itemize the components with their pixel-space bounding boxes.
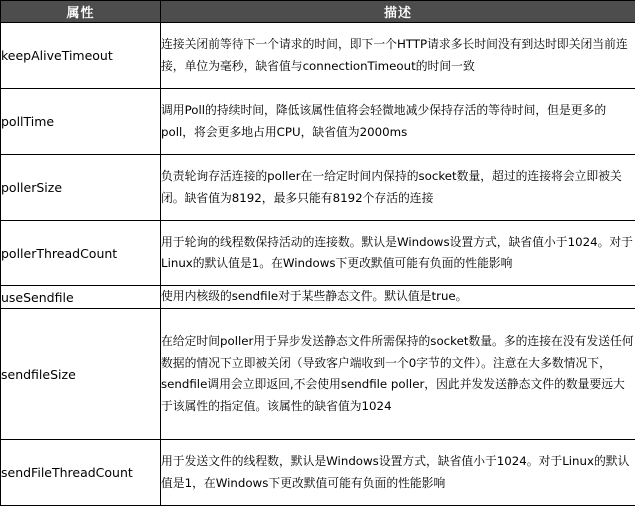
property-description: 使用内核级的sendfile对于某些静态文件。默认值是true。 xyxy=(161,286,635,309)
property-name: useSendfile xyxy=(1,286,161,309)
table-row xyxy=(1,221,635,286)
table-body xyxy=(1,23,635,506)
table-header xyxy=(1,1,635,23)
property-description: 在给定时间poller用于异步发送静态文件所需保持的socket数量。多的连接在没有发送任何数据的情况下立即被关闭（导致客户端收到一个0字节的文件）。注意在大多数情况下，sendfile调用会立即返回,不会使用sendfile poller，因此并发发送静态文件的数量要远大于该属性的指定值。该属性的缺省值为1024 xyxy=(161,309,635,440)
header-description: 描述 xyxy=(161,1,635,23)
property-description: 负责轮询存活连接的poller在一给定时间内保持的socket数量，超过的连接将会立即被关闭。缺省值为8192，最多只能有8192个存活的连接 xyxy=(161,155,635,221)
table-row xyxy=(1,155,635,221)
property-description: 用于轮询的线程数保持活动的连接数。默认是Windows设置方式，缺省值小于1024。对于Linux的默认值是1。在Windows下更改默值可能有负面的性能影响 xyxy=(161,221,635,286)
table-row xyxy=(1,286,635,309)
property-name: pollTime xyxy=(1,89,161,155)
property-description: 调用Poll的持续时间，降低该属性值将会轻微地减少保持存活的等待时间，但是更多的poll，将会更多地占用CPU，缺省值为2000ms xyxy=(161,89,635,155)
property-description: 连接关闭前等待下一个请求的时间，即下一个HTTP请求多长时间没有到达时即关闭当前连接，单位为毫秒，缺省值与connectionTimeout的时间一致 xyxy=(161,23,635,89)
header-property: 属性 xyxy=(1,1,161,23)
property-name: keepAliveTimeout xyxy=(1,23,161,89)
property-name: pollerSize xyxy=(1,155,161,221)
table-row xyxy=(1,23,635,89)
property-name: sendFileThreadCount xyxy=(1,440,161,506)
property-name: pollerThreadCount xyxy=(1,221,161,286)
property-description: 用于发送文件的线程数，默认是Windows设置方式，缺省值小于1024。对于Linux的默认值是1，在Windows下更改默值可能有负面的性能影响 xyxy=(161,440,635,506)
property-name: sendfileSize xyxy=(1,309,161,440)
header-row xyxy=(1,1,635,23)
table-row xyxy=(1,309,635,440)
table-row xyxy=(1,440,635,506)
table-row xyxy=(1,89,635,155)
